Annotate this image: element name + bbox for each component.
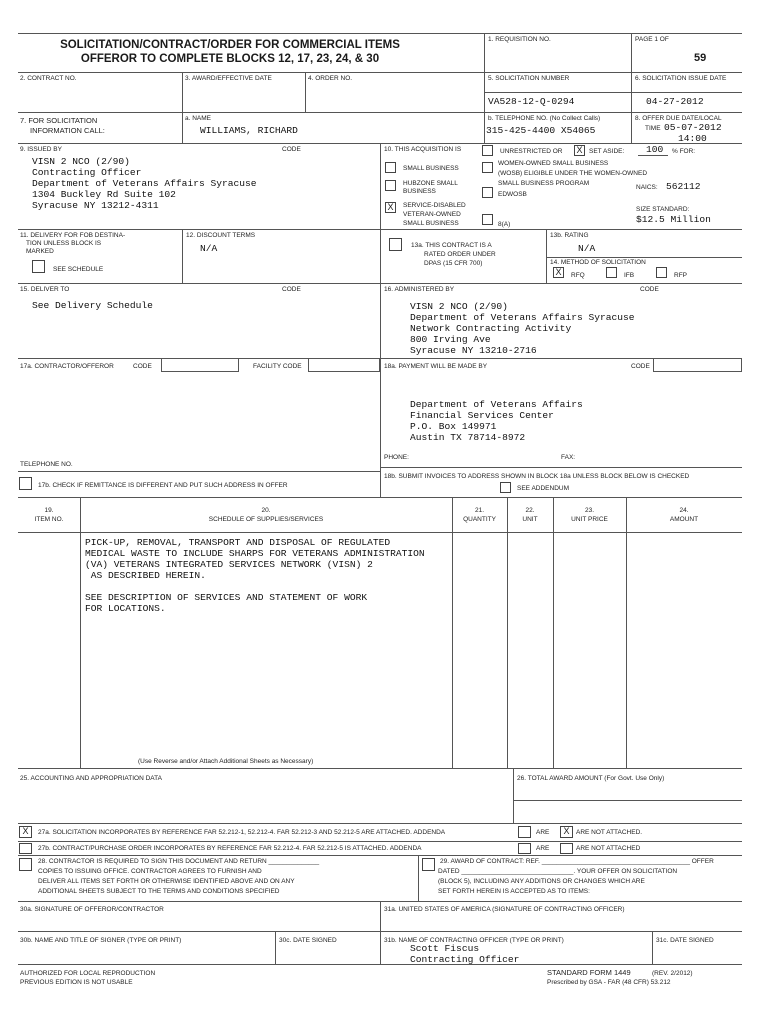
issued-code-label: CODE (282, 146, 301, 153)
sdvosb-label: SERVICE-DISABLED (403, 202, 466, 209)
facility-code-box[interactable] (308, 358, 380, 372)
27a-text: 27a. SOLICITATION INCORPORATES BY REFERENCE FAR 52.212-1, 52.212-4. FAR 52.212-3 AND 52.212-5 ARE ATTACHED. ADDENDA (38, 829, 446, 836)
offer-due-label: 8. OFFER DUE DATE/LOCAL (635, 115, 722, 122)
27b-are-checkbox[interactable] (518, 843, 531, 854)
hubzone-label: HUBZONE SMALL (403, 180, 458, 187)
info-call-label: 7. FOR SOLICITATION (20, 116, 98, 125)
issued-by-label: 9. ISSUED BY (20, 146, 62, 153)
rule-row7 (18, 112, 742, 113)
fob-label: 11. DELIVERY FOR FOB DESTINA- (20, 232, 126, 239)
accounting-label: 25. ACCOUNTING AND APPROPRIATION DATA (20, 775, 162, 782)
ifb-label: IFB (624, 272, 635, 279)
admin-line-2: Department of Veterans Affairs Syracuse (410, 312, 635, 323)
wosb-checkbox[interactable] (482, 162, 493, 173)
naics-label: NAICS: (636, 184, 658, 191)
info-call-label-2: INFORMATION CALL: (30, 126, 105, 135)
vrule-r2b (305, 72, 306, 112)
contracting-officer-label: 31b. NAME OF CONTRACTING OFFICER (TYPE OR PRINT) (384, 937, 564, 944)
order-no-label: 4. ORDER NO. (308, 75, 353, 82)
rule-bottom (18, 964, 742, 965)
wosb-label: WOMEN-OWNED SMALL BUSINESS (498, 160, 609, 167)
wosb-label-3: SMALL BUSINESS PROGRAM (498, 180, 590, 187)
deliver-to-value: See Delivery Schedule (32, 300, 153, 311)
rule-top (18, 33, 742, 34)
size-standard-label: SIZE STANDARD: (636, 206, 690, 213)
name-label: a. NAME (185, 115, 212, 122)
8a-label: 8(A) (498, 221, 511, 228)
payment-line-4: Austin TX 78714-8972 (410, 432, 526, 443)
invoices-label: 18b. SUBMIT INVOICES TO ADDRESS SHOWN IN BLOCK 18a UNLESS BLOCK BELOW IS CHECKED (384, 473, 690, 480)
payment-code-label: CODE (631, 363, 650, 370)
vrule-r7 (484, 112, 485, 143)
contractor-label: 17a. CONTRACTOR/OFFEROR (20, 363, 114, 370)
percent-for-label: % FOR: (672, 148, 696, 155)
rule-row27a (18, 823, 742, 824)
29-checkbox[interactable] (422, 858, 435, 871)
rated-order-label-3: DPAS (15 CFR 700) (424, 260, 483, 267)
small-business-checkbox[interactable] (385, 162, 396, 173)
discount-label: 12. DISCOUNT TERMS (186, 232, 256, 239)
set-aside-label: SET ASIDE: (589, 148, 625, 155)
usa-signature-label: 31a. UNITED STATES OF AMERICA (SIGNATURE OF CONTRACTING OFFICER) (384, 906, 625, 913)
rated-order-label-2: RATED ORDER UNDER (424, 251, 496, 258)
vrule-r25 (513, 768, 514, 823)
contractor-code-label: CODE (133, 363, 152, 370)
29-line-2: DATED _______________________________. YOUR OFFER ON SOLICITATION (438, 868, 678, 875)
vrule-r31c (652, 931, 653, 964)
vrule-sch5 (626, 497, 627, 768)
admin-line-5: Syracuse NY 13210-2716 (410, 345, 537, 356)
form-title: SOLICITATION/CONTRACT/ORDER FOR COMMERCIAL ITEMS (60, 39, 400, 51)
rated-order-label: 13a. THIS CONTRACT IS A (411, 242, 492, 249)
vrule-r11b (546, 229, 547, 283)
rfp-label: RFP (674, 272, 687, 279)
contracting-officer-name: Scott Fiscus (410, 943, 480, 954)
col-amount-num: 24. (679, 507, 689, 514)
vrule-r2a (182, 72, 183, 143)
footer-reproduction: AUTHORIZED FOR LOCAL REPRODUCTION (20, 970, 156, 977)
col-quantity: QUANTITY (463, 516, 496, 523)
sdvosb-label-2: VETERAN-OWNED (403, 211, 461, 218)
acquisition-label: 10. THIS ACQUISITION IS (384, 146, 462, 153)
edwosb-label: EDWOSB (498, 191, 527, 198)
contract-no-label: 2. CONTRACT NO. (20, 75, 77, 82)
vrule-sch2 (452, 497, 453, 768)
issue-date: 04-27-2012 (646, 96, 704, 107)
telephone-no-label: TELEPHONE NO. (20, 461, 73, 468)
admin-line-1: VISN 2 NCO (2/90) (410, 301, 508, 312)
27b-text: 27b. CONTRACT/PURCHASE ORDER INCORPORATES BY REFERENCE FAR 52.212-4. FAR 52.212-5 IS ATTACHED. ADDENDA (38, 845, 422, 852)
27b-not-attached-checkbox[interactable] (560, 843, 573, 854)
payment-label: 18a. PAYMENT WILL BE MADE BY (384, 363, 488, 370)
sdvosb-label-3: SMALL BUSINESS (403, 220, 459, 227)
contracting-officer-title: Contracting Officer (410, 954, 520, 965)
issue-date-label: 6. SOLICITATION ISSUE DATE (635, 75, 727, 82)
remittance-checkbox[interactable] (19, 477, 32, 490)
vrule-r28 (418, 855, 419, 901)
vrule-r11a (182, 229, 183, 283)
page-count: 59 (694, 52, 707, 64)
col-unit: UNIT (522, 516, 538, 523)
rule-row28 (18, 855, 742, 856)
rfq-checkbox[interactable]: X (553, 267, 564, 278)
col-item-no-num: 19. (44, 507, 54, 514)
rating-value: N/A (578, 243, 596, 254)
admin-line-4: 800 Irving Ave (410, 334, 491, 345)
set-aside-checkbox[interactable]: X (574, 145, 585, 156)
schedule-desc-3: (VA) VETERANS INTEGRATED SERVICES NETWORK (VISN) 2 (85, 559, 373, 570)
vrule-sch4 (553, 497, 554, 768)
signer-name-label: 30b. NAME AND TITLE OF SIGNER (TYPE OR PRINT) (20, 937, 182, 944)
solicitation-number: VA528-12-Q-0294 (488, 96, 575, 107)
payment-line-1: Department of Veterans Affairs (410, 399, 583, 410)
size-standard-value: $12.5 Million (636, 214, 711, 225)
addendum-checkbox[interactable] (500, 482, 511, 493)
discount-value: N/A (200, 243, 218, 254)
contact-name: WILLIAMS, RICHARD (200, 125, 298, 136)
time-label: TIME (645, 125, 661, 132)
28-line-4: ADDITIONAL SHEETS SUBJECT TO THE TERMS AND CONDITIONS SPECIFIED (38, 888, 280, 895)
issued-line-3: Department of Veterans Affairs Syracuse (32, 178, 257, 189)
27a-not-attached-label: ARE NOT ATTACHED. (576, 829, 643, 836)
rating-label: 13b. RATING (550, 232, 589, 239)
fob-label-3: MARKED (26, 248, 54, 255)
schedule-desc-7: FOR LOCATIONS. (85, 603, 166, 614)
offer-due-date: 05-07-2012 (664, 122, 722, 133)
addendum-label: SEE ADDENDUM (517, 485, 570, 492)
footer-previous-edition: PREVIOUS EDITION IS NOT USABLE (20, 979, 133, 986)
admin-line-3: Network Contracting Activity (410, 323, 572, 334)
footer-prescribed: Prescribed by GSA - FAR (48 CFR) 53.212 (547, 979, 671, 986)
award-date-label: 3. AWARD/EFFECTIVE DATE (185, 75, 272, 82)
ifb-checkbox[interactable] (606, 267, 617, 278)
col-amount: AMOUNT (669, 516, 699, 523)
officer-date-label: 31c. DATE SIGNED (656, 937, 714, 944)
payment-line-3: P.O. Box 149971 (410, 421, 497, 432)
29-line-4: SET FORTH HEREIN IS ACCEPTED AS TO ITEMS: (438, 888, 590, 895)
footer-form-number: STANDARD FORM 1449 (547, 968, 631, 977)
schedule-desc-4: AS DESCRIBED HEREIN. (85, 570, 206, 581)
27b-checkbox[interactable] (19, 843, 32, 854)
see-schedule-checkbox[interactable] (32, 260, 45, 273)
col-quantity-num: 21. (474, 507, 485, 514)
schedule-note: (Use Reverse and/or Attach Additional Sheets as Necessary) (138, 758, 314, 765)
27a-checkbox[interactable]: X (19, 826, 32, 838)
unrestricted-checkbox[interactable] (482, 145, 493, 156)
27a-are-checkbox[interactable] (518, 826, 531, 838)
offeror-signature-label: 30a. SIGNATURE OF OFFEROR/CONTRACTOR (20, 906, 164, 913)
28-line-1: 28. CONTRACTOR IS REQUIRED TO SIGN THIS DOCUMENT AND RETURN ______________ (38, 858, 320, 865)
offer-due-time: 14:00 (678, 133, 707, 144)
issued-line-5: Syracuse NY 13212-4311 (32, 200, 159, 211)
facility-code-label: FACILITY CODE (253, 363, 302, 370)
small-business-label: SMALL BUSINESS (403, 165, 459, 172)
signer-date-label: 30c. DATE SIGNED (279, 937, 337, 944)
edwosb-checkbox[interactable] (482, 187, 493, 198)
sdvosb-checkbox[interactable]: X (385, 202, 396, 213)
vrule-sch1 (80, 497, 81, 768)
fob-label-2: TION UNLESS BLOCK IS (26, 240, 102, 247)
rated-order-checkbox[interactable] (389, 238, 402, 251)
27a-are-label: ARE (536, 829, 550, 836)
issued-line-2: Contracting Officer (32, 167, 142, 178)
rule-row25b (513, 800, 742, 801)
footer-revision: (REV. 2/2012) (652, 970, 693, 977)
contractor-code-box[interactable] (161, 358, 239, 372)
total-award-label: 26. TOTAL AWARD AMOUNT (For Govt. Use Only) (517, 775, 665, 782)
set-aside-percent: 100 (646, 144, 664, 155)
28-line-3: DELIVER ALL ITEMS SET FORTH OR OTHERWISE IDENTIFIED ABOVE AND ON ANY (38, 878, 295, 885)
page-label: PAGE 1 OF (635, 36, 669, 43)
col-item-no: ITEM NO. (34, 516, 64, 523)
27b-not-attached-label: ARE NOT ATTACHED (576, 845, 641, 852)
telephone-label: b. TELEPHONE NO. (No Collect Calls) (488, 115, 601, 122)
solicitation-number-label: 5. SOLICITATION NUMBER (488, 75, 570, 82)
payment-code-box[interactable] (653, 358, 742, 372)
hubzone-label-2: BUSINESS (403, 188, 436, 195)
8a-checkbox[interactable] (482, 214, 493, 225)
vrule-mid (380, 143, 381, 497)
29-line-1: 29. AWARD OF CONTRACT: REF. _________________________________________ OFFER (440, 858, 714, 865)
naics-value: 562112 (666, 181, 701, 192)
admin-code-label: CODE (640, 286, 659, 293)
vrule-hdr1 (484, 33, 485, 112)
requisition-label: 1. REQUISITION NO. (488, 36, 551, 43)
deliver-to-label: 15. DELIVER TO (20, 286, 70, 293)
fax-label: FAX: (561, 454, 576, 461)
rule-row17b (18, 471, 380, 472)
wosb-label-2: (WOSB) ELIGIBLE UNDER THE WOMEN-OWNED (498, 170, 648, 177)
remittance-label: 17b. CHECK IF REMITTANCE IS DIFFERENT AND PUT SUCH ADDRESS IN OFFER (38, 482, 288, 489)
phone-label: PHONE: (384, 454, 409, 461)
schedule-desc-1: PICK-UP, REMOVAL, TRANSPORT AND DISPOSAL OF REGULATED (85, 537, 391, 548)
rfp-checkbox[interactable] (656, 267, 667, 278)
28-checkbox[interactable] (19, 858, 32, 871)
col-unit-price: UNIT PRICE (571, 516, 608, 523)
rule-row2b (484, 92, 742, 93)
rfq-label: RFQ (571, 272, 585, 279)
col-unit-num: 22. (525, 507, 535, 514)
vrule-hdr2 (631, 33, 632, 143)
schedule-desc-6: SEE DESCRIPTION OF SERVICES AND STATEMENT OF WORK (85, 592, 368, 603)
rule-row27b (18, 841, 742, 842)
27b-are-label: ARE (536, 845, 550, 852)
vrule-r30c (275, 931, 276, 964)
see-schedule-label: SEE SCHEDULE (53, 266, 104, 273)
payment-line-2: Financial Services Center (410, 410, 554, 421)
unrestricted-label: UNRESTRICTED OR (500, 148, 563, 155)
telephone: 315-425-4400 X54065 (486, 125, 596, 136)
rule-row13b (546, 257, 742, 258)
col-schedule-num: 20. (261, 507, 271, 514)
29-line-3: (BLOCK 5), INCLUDING ANY ADDITIONS OR CHANGES WHICH ARE (438, 878, 645, 885)
deliver-code-label: CODE (282, 286, 301, 293)
rule-row25 (18, 768, 742, 769)
rule-row18b (380, 467, 742, 468)
schedule-desc-2: MEDICAL WASTE TO INCLUDE SHARPS FOR VETERANS ADMINISTRATION (85, 548, 425, 559)
percent-underline (638, 155, 668, 156)
hubzone-checkbox[interactable] (385, 180, 396, 191)
issued-line-1: VISN 2 NCO (2/90) (32, 156, 130, 167)
col-unit-price-num: 23. (584, 507, 595, 514)
28-line-2: COPIES TO ISSUING OFFICE. CONTRACTOR AGREES TO FURNISH AND (38, 868, 262, 875)
form-subtitle: OFFEROR TO COMPLETE BLOCKS 12, 17, 23, 24, & 30 (80, 53, 380, 65)
rule-row2 (18, 72, 742, 73)
vrule-sch3 (507, 497, 508, 768)
rule-schedule-hdr (18, 532, 742, 533)
issued-line-4: 1304 Buckley Rd Suite 102 (32, 189, 176, 200)
col-schedule: SCHEDULE OF SUPPLIES/SERVICES (208, 516, 324, 523)
vrule-r30 (380, 901, 381, 964)
method-label: 14. METHOD OF SOLICITATION (550, 259, 646, 266)
27a-not-attached-checkbox[interactable]: X (560, 826, 573, 838)
rule-schedule (18, 497, 742, 498)
administered-by-label: 16. ADMINISTERED BY (384, 286, 455, 293)
